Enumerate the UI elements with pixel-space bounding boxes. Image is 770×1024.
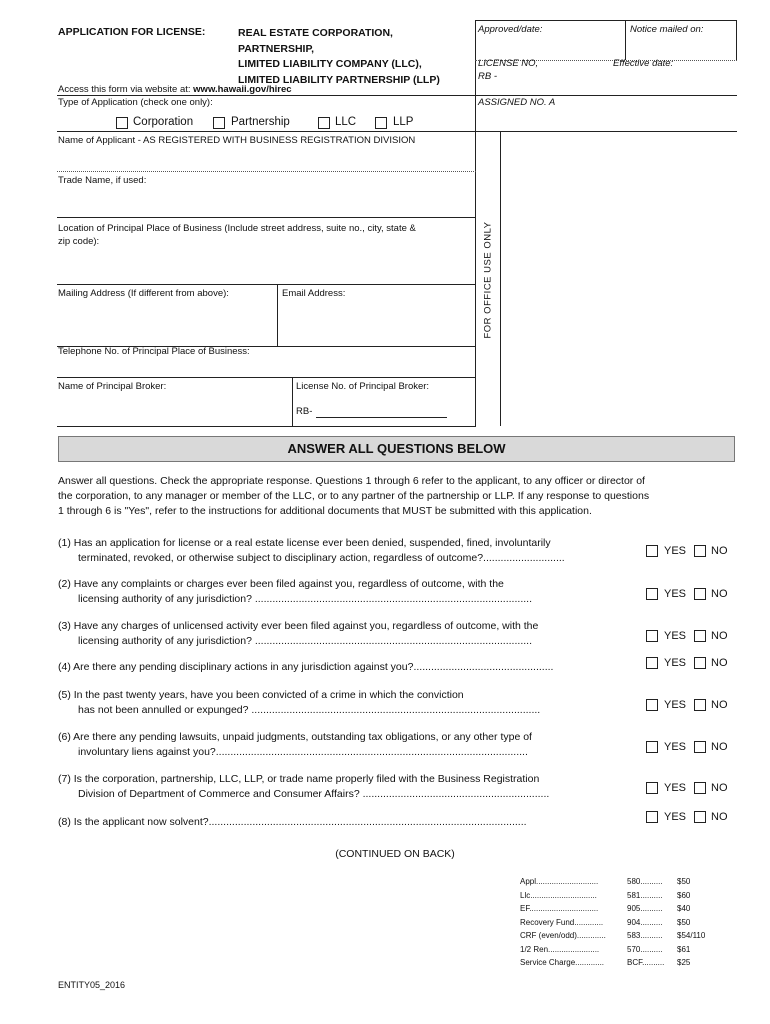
question-7 bbox=[58, 772, 648, 802]
question-3 bbox=[58, 619, 648, 649]
question-text: (3) Have any charges of unlicensed activity ever been filed against you, regardless of outcome, with the bbox=[58, 620, 539, 632]
llc-label: LLC bbox=[335, 116, 357, 128]
fee-code: 904.......... bbox=[627, 918, 663, 927]
q4-no-label: NO bbox=[711, 657, 728, 669]
instructions-line: 1 through 6 is "Yes", refer to the instructions for additional documents that MUST be submitted with this application. bbox=[58, 505, 592, 517]
fee-code: 583.......... bbox=[627, 931, 663, 940]
broker-license-label: License No. of Principal Broker: bbox=[296, 381, 430, 392]
question-1 bbox=[58, 536, 648, 566]
q1-no-label: NO bbox=[711, 545, 728, 557]
fee-name: Recovery Fund............. bbox=[520, 918, 604, 927]
business-location-label bbox=[58, 222, 416, 248]
question-2 bbox=[58, 577, 648, 607]
fee-code: 570.......... bbox=[627, 945, 663, 954]
telephone-label: Telephone No. of Principal Place of Business: bbox=[58, 346, 250, 357]
fee-name: Appl............................ bbox=[520, 877, 599, 886]
telephone-field[interactable] bbox=[58, 360, 473, 374]
question-text: (1) Has an application for license or a real estate license ever been denied, suspended, fined, involuntarily bbox=[58, 537, 551, 549]
llp-checkbox[interactable] bbox=[375, 117, 387, 129]
q8-yes-label: YES bbox=[664, 811, 687, 823]
question-text: licensing authority of any jurisdiction? ............................................................................................... bbox=[78, 593, 532, 605]
question-text: (8) Is the applicant now solvent?............................................................................................................. bbox=[58, 816, 527, 828]
application-type-label: Type of Application (check one only): bbox=[58, 97, 213, 108]
question-4 bbox=[58, 660, 648, 675]
q3-yes-checkbox[interactable] bbox=[646, 630, 658, 642]
fee-amount: $60 bbox=[677, 891, 691, 900]
title-line: LIMITED LIABILITY COMPANY (LLC), bbox=[238, 58, 422, 70]
question-5 bbox=[58, 688, 648, 718]
q1-no-checkbox[interactable] bbox=[694, 545, 706, 557]
title-line: PARTNERSHIP, bbox=[238, 42, 315, 55]
applicant-name-field[interactable] bbox=[58, 148, 473, 168]
license-rb-prefix: RB - bbox=[478, 71, 497, 82]
license-no-label: LICENSE NO, bbox=[478, 58, 539, 69]
q6-yes-label: YES bbox=[664, 741, 687, 753]
q1-yes-checkbox[interactable] bbox=[646, 545, 658, 557]
fee-name: 1/2 Ren....................... bbox=[520, 945, 600, 954]
q4-yes-checkbox[interactable] bbox=[646, 657, 658, 669]
question-text: terminated, revoked, or otherwise subject to disciplinary action, regardless of outcome?............................ bbox=[78, 552, 565, 564]
broker-license-field[interactable] bbox=[316, 417, 447, 418]
llc-checkbox[interactable] bbox=[318, 117, 330, 129]
access-text bbox=[58, 84, 292, 95]
q3-no-label: NO bbox=[711, 630, 728, 642]
corporation-label: Corporation bbox=[133, 116, 194, 128]
fee-amount: $50 bbox=[677, 877, 691, 886]
question-6 bbox=[58, 730, 648, 760]
q1-yes-label: YES bbox=[664, 545, 687, 557]
q8-no-checkbox[interactable] bbox=[694, 811, 706, 823]
access-prefix: Access this form via website at: bbox=[58, 84, 191, 95]
trade-name-field[interactable] bbox=[58, 188, 473, 213]
trade-name-label: Trade Name, if used: bbox=[58, 175, 147, 186]
q2-yes-checkbox[interactable] bbox=[646, 588, 658, 600]
fee-name: EF............................... bbox=[520, 904, 599, 913]
instructions-line: Answer all questions. Check the appropriate response. Questions 1 through 6 refer to the applicant, to any officer or director of bbox=[58, 475, 645, 487]
q6-no-checkbox[interactable] bbox=[694, 741, 706, 753]
q7-no-label: NO bbox=[711, 782, 728, 794]
q2-no-label: NO bbox=[711, 588, 728, 600]
broker-name-label: Name of Principal Broker: bbox=[58, 381, 167, 392]
q3-no-checkbox[interactable] bbox=[694, 630, 706, 642]
instructions-line: the corporation, to any manager or member of the LLC, or to any partner of the partnership or LLP. If any response to questions bbox=[58, 490, 650, 502]
fee-amount: $54/110 bbox=[677, 931, 706, 940]
assigned-no-label: ASSIGNED NO. A bbox=[478, 97, 556, 108]
q6-yes-checkbox[interactable] bbox=[646, 741, 658, 753]
applicant-name-label: Name of Applicant - AS REGISTERED WITH BUSINESS REGISTRATION DIVISION bbox=[58, 135, 416, 146]
q2-no-checkbox[interactable] bbox=[694, 588, 706, 600]
question-text: (5) In the past twenty years, have you been convicted of a crime in which the conviction bbox=[58, 689, 464, 701]
form-title bbox=[238, 26, 440, 88]
fee-code: 905.......... bbox=[627, 904, 663, 913]
llp-label: LLP bbox=[393, 116, 414, 128]
effective-date-label: Effective date: bbox=[613, 58, 674, 69]
q4-yes-label: YES bbox=[664, 657, 687, 669]
q5-yes-checkbox[interactable] bbox=[646, 699, 658, 711]
fee-amount: $50 bbox=[677, 918, 691, 927]
q7-no-checkbox[interactable] bbox=[694, 782, 706, 794]
question-text: (6) Are there any pending lawsuits, unpaid judgments, outstanding tax obligations, or any other type of bbox=[58, 731, 532, 743]
q8-no-label: NO bbox=[711, 811, 728, 823]
fee-amount: $40 bbox=[677, 904, 691, 913]
q3-yes-label: YES bbox=[664, 630, 687, 642]
mailing-address-label: Mailing Address (If different from above): bbox=[58, 288, 229, 299]
question-text: (7) Is the corporation, partnership, LLC, LLP, or trade name properly filed with the Business Registration bbox=[58, 773, 540, 785]
notice-mailed-label: Notice mailed on: bbox=[630, 24, 704, 35]
questions-banner-text: ANSWER ALL QUESTIONS BELOW bbox=[287, 441, 506, 456]
q6-no-label: NO bbox=[711, 741, 728, 753]
fee-amount: $25 bbox=[677, 958, 691, 967]
question-text: (2) Have any complaints or charges ever been filed against you, regardless of outcome, with the bbox=[58, 578, 504, 590]
q5-no-label: NO bbox=[711, 699, 728, 711]
q7-yes-label: YES bbox=[664, 782, 687, 794]
corporation-checkbox[interactable] bbox=[116, 117, 128, 129]
fee-code: BCF.......... bbox=[627, 958, 665, 967]
q7-yes-checkbox[interactable] bbox=[646, 782, 658, 794]
question-text: involuntary liens against you?........................................................................................................... bbox=[78, 746, 528, 758]
approved-date-label: Approved/date: bbox=[478, 24, 543, 35]
email-address-label: Email Address: bbox=[282, 288, 346, 299]
broker-rb-prefix: RB- bbox=[296, 406, 313, 417]
application-label: APPLICATION FOR LICENSE: bbox=[58, 26, 206, 38]
q2-yes-label: YES bbox=[664, 588, 687, 600]
business-location-line: Location of Principal Place of Business (Include street address, suite no., city, state & bbox=[58, 223, 416, 234]
fee-name: Service Charge............. bbox=[520, 958, 605, 967]
email-address-field[interactable] bbox=[282, 302, 472, 342]
business-location-line: zip code): bbox=[58, 236, 100, 247]
instructions bbox=[58, 474, 738, 519]
q5-yes-label: YES bbox=[664, 699, 687, 711]
question-text: has not been annulled or expunged? ................................................................................................... bbox=[78, 704, 541, 716]
question-8 bbox=[58, 815, 648, 830]
questions-banner bbox=[58, 436, 735, 462]
q8-yes-checkbox[interactable] bbox=[646, 811, 658, 823]
partnership-label: Partnership bbox=[231, 116, 290, 128]
title-line: LIMITED LIABILITY PARTNERSHIP (LLP) bbox=[238, 73, 440, 86]
q4-no-checkbox[interactable] bbox=[694, 657, 706, 669]
title-line: REAL ESTATE CORPORATION, bbox=[238, 27, 393, 39]
business-location-field[interactable] bbox=[58, 250, 473, 280]
question-text: Division of Department of Commerce and Consumer Affairs? ................................................................ bbox=[78, 788, 550, 800]
fee-name: Llc.............................. bbox=[520, 891, 597, 900]
office-use-only-label: FOR OFFICE USE ONLY bbox=[482, 221, 494, 339]
fee-code: 581.......... bbox=[627, 891, 663, 900]
form-code: ENTITY05_2016 bbox=[58, 980, 126, 990]
access-url[interactable]: www.hawaii.gov/hirec bbox=[193, 84, 292, 95]
question-text: licensing authority of any jurisdiction? ............................................................................................... bbox=[78, 635, 532, 647]
mailing-address-field[interactable] bbox=[58, 302, 273, 342]
q5-no-checkbox[interactable] bbox=[694, 699, 706, 711]
partnership-checkbox[interactable] bbox=[213, 117, 225, 129]
fee-name: CRF (even/odd)............. bbox=[520, 931, 606, 940]
fee-amount: $61 bbox=[677, 945, 691, 954]
continued-on-back: (CONTINUED ON BACK) bbox=[335, 848, 455, 860]
question-text: (4) Are there any pending disciplinary actions in any jurisdiction against you?................................................ bbox=[58, 661, 554, 673]
broker-name-field[interactable] bbox=[58, 395, 288, 420]
fee-code: 580.......... bbox=[627, 877, 663, 886]
